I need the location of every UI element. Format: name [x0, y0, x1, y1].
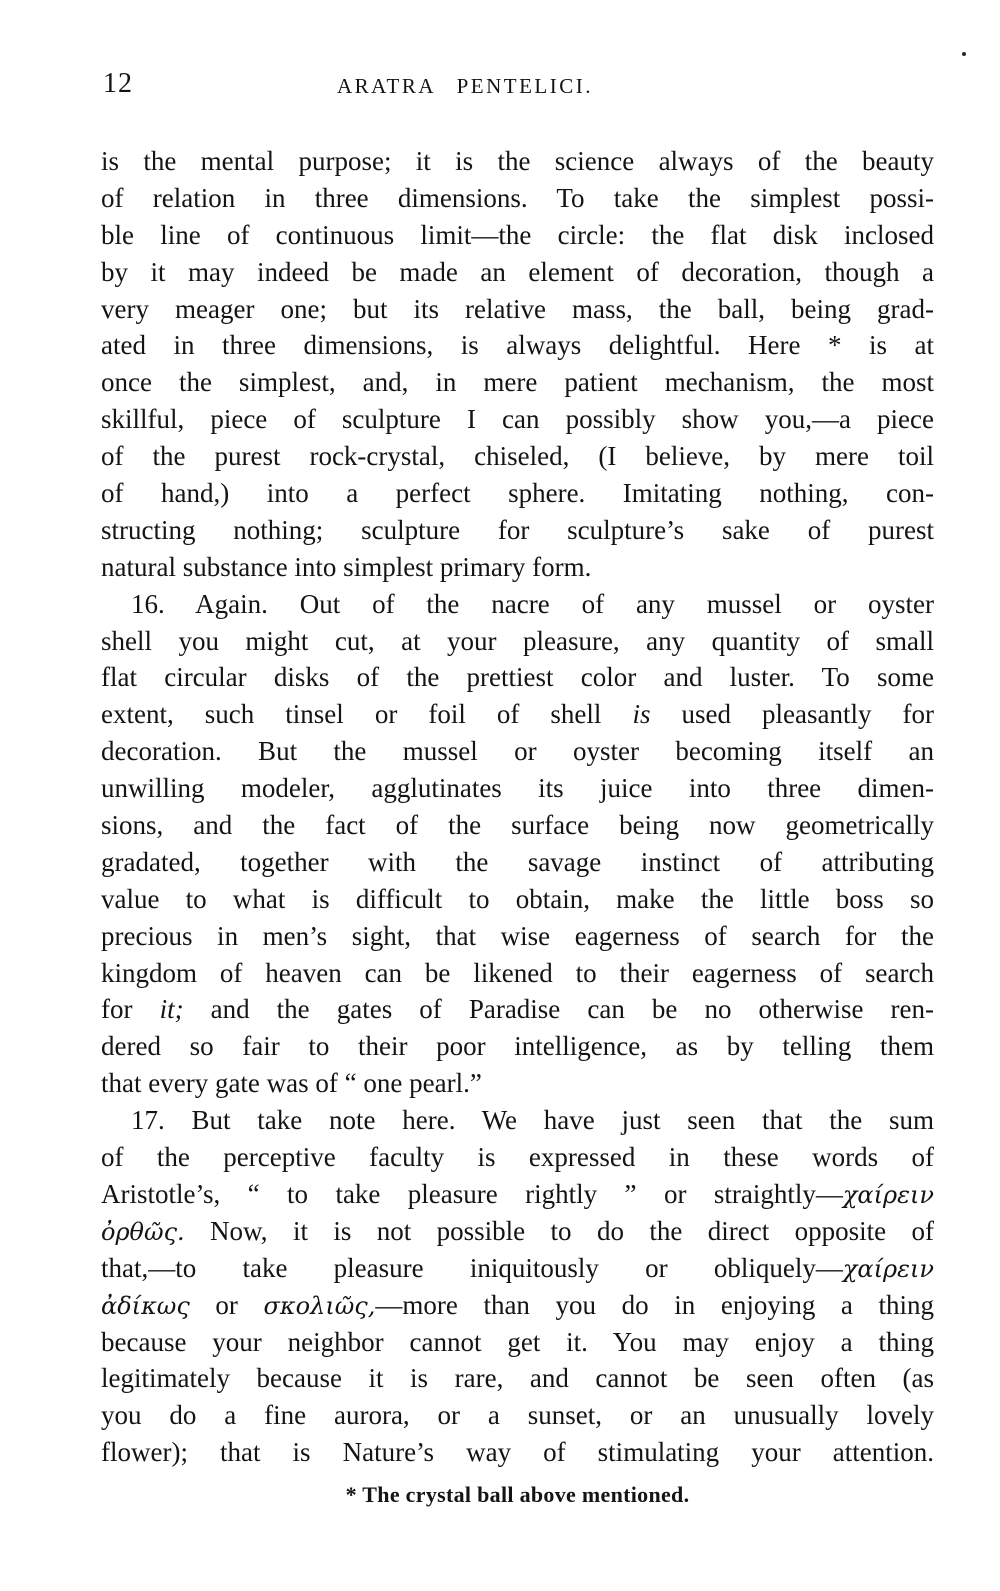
text-segment: that every gate was of “ one pearl.” [101, 1068, 482, 1099]
text-segment: that,—to take pleasure iniquitously or obliquely— [101, 1252, 843, 1283]
text-segment: ated in three dimensions, is always delightful. Here * is at [101, 330, 934, 361]
text-line [101, 549, 934, 586]
text-segment: ἀδίκως [101, 1291, 190, 1320]
text-segment: Now, it is not possible to do the direct opposite of [184, 1215, 934, 1246]
text-segment: σκολιῶς, [263, 1291, 376, 1320]
text-segment: flower); that is Nature’s way of stimulating your attention. [101, 1437, 934, 1468]
text-segment: precious in men’s sight, that wise eagerness of search for the [101, 920, 934, 951]
text-segment: unwilling modeler, agglutinates its juice into three dimen- [101, 773, 934, 804]
running-title: ARATRA PENTELICI. [337, 74, 593, 98]
text-line [101, 1102, 934, 1139]
text-line [101, 586, 934, 623]
text-line [101, 991, 934, 1028]
text-segment: value to what is difficult to obtain, make the little boss so [101, 883, 934, 914]
text-segment: and the gates of Paradise can be no otherwise ren- [183, 994, 935, 1025]
text-line [101, 180, 934, 217]
text-segment: you do a fine aurora, or a sunset, or an unusually lovely [101, 1400, 934, 1431]
text-line [101, 1324, 934, 1361]
text-line [101, 1434, 934, 1471]
text-segment: sions, and the fact of the surface being now geometrically [101, 810, 934, 841]
text-segment: it; [159, 994, 184, 1025]
text-segment: skillful, piece of sculpture I can possibly show you,—a piece [101, 404, 934, 435]
text-segment: used pleasantly for [650, 699, 934, 730]
text-segment: of relation in three dimensions. To take the simplest possi- [101, 182, 934, 213]
text-line [101, 512, 934, 549]
text-line [101, 1176, 934, 1213]
text-segment: 17. But take note here. We have just seen that the sum [131, 1105, 934, 1136]
text-segment: ble line of continuous limit—the circle: the flat disk inclosed [101, 219, 934, 250]
text-segment: dered so fair to their poor intelligence, as by telling them [101, 1031, 934, 1062]
text-line [101, 254, 934, 291]
text-segment: very meager one; but its relative mass, the ball, being grad- [101, 293, 934, 324]
text-segment: extent, such tinsel or foil of shell [101, 699, 633, 730]
text-line [101, 659, 934, 696]
text-line [101, 1065, 934, 1102]
text-line [101, 623, 934, 660]
text-segment: for [101, 994, 160, 1025]
text-segment: is [632, 699, 651, 730]
text-line [101, 1213, 934, 1250]
text-line [101, 327, 934, 364]
text-segment: of hand,) into a perfect sphere. Imitating nothing, con- [101, 478, 934, 509]
text-line [101, 696, 934, 733]
text-line [101, 770, 934, 807]
text-line [101, 733, 934, 770]
footnote: * The crystal ball above mentioned. [345, 1482, 690, 1507]
text-line [101, 291, 934, 328]
text-line [101, 143, 934, 180]
text-segment: legitimately because it is rare, and cannot be seen often (as [101, 1363, 934, 1394]
text-line [101, 881, 934, 918]
page-number: 12 [103, 68, 133, 99]
text-block [101, 143, 934, 1471]
text-segment: structing nothing; sculpture for sculpture’s sake of purest [101, 514, 934, 545]
text-segment: of the perceptive faculty is expressed in these words of [101, 1142, 934, 1173]
scan-speck [962, 52, 966, 56]
text-segment: Aristotle’s, “ to take pleasure rightly ” or straightly— [101, 1178, 843, 1209]
text-line [101, 401, 934, 438]
text-line [101, 918, 934, 955]
text-line [101, 475, 934, 512]
text-segment: or [189, 1289, 264, 1320]
text-segment: once the simplest, and, in mere patient mechanism, the most [101, 367, 934, 398]
text-line [101, 1028, 934, 1065]
text-segment: —more than you do in enjoying a thing [375, 1289, 935, 1320]
text-segment: ὀρθῶς. [101, 1217, 185, 1246]
text-line [101, 1397, 934, 1434]
text-line [101, 1139, 934, 1176]
text-segment: flat circular disks of the prettiest color and luster. To some [101, 662, 934, 693]
text-segment: because your neighbor cannot get it. You may enjoy a thing [101, 1326, 934, 1357]
text-line [101, 1360, 934, 1397]
text-segment: natural substance into simplest primary form. [101, 551, 592, 582]
text-segment: by it may indeed be made an element of decoration, though a [101, 256, 934, 287]
text-segment: 16. Again. Out of the nacre of any mussel or oyster [131, 588, 934, 619]
text-line [101, 438, 934, 475]
text-segment: is the mental purpose; it is the science always of the beauty [101, 146, 934, 176]
text-line [101, 364, 934, 401]
text-segment: shell you might cut, at your pleasure, any quantity of small [101, 625, 934, 656]
text-segment: χαίρειν [842, 1254, 934, 1283]
text-line [101, 844, 934, 881]
text-segment: gradated, together with the savage instinct of attributing [101, 846, 934, 877]
text-line [101, 1287, 934, 1324]
text-line [101, 807, 934, 844]
text-segment: decoration. But the mussel or oyster becoming itself an [101, 736, 934, 767]
text-segment: kingdom of heaven can be likened to their eagerness of search [101, 957, 934, 988]
text-line [101, 955, 934, 992]
text-line [101, 217, 934, 254]
text-line [101, 1250, 934, 1287]
text-segment: of the purest rock-crystal, chiseled, (I believe, by mere toil [101, 441, 934, 472]
text-segment: χαίρειν [842, 1180, 934, 1209]
